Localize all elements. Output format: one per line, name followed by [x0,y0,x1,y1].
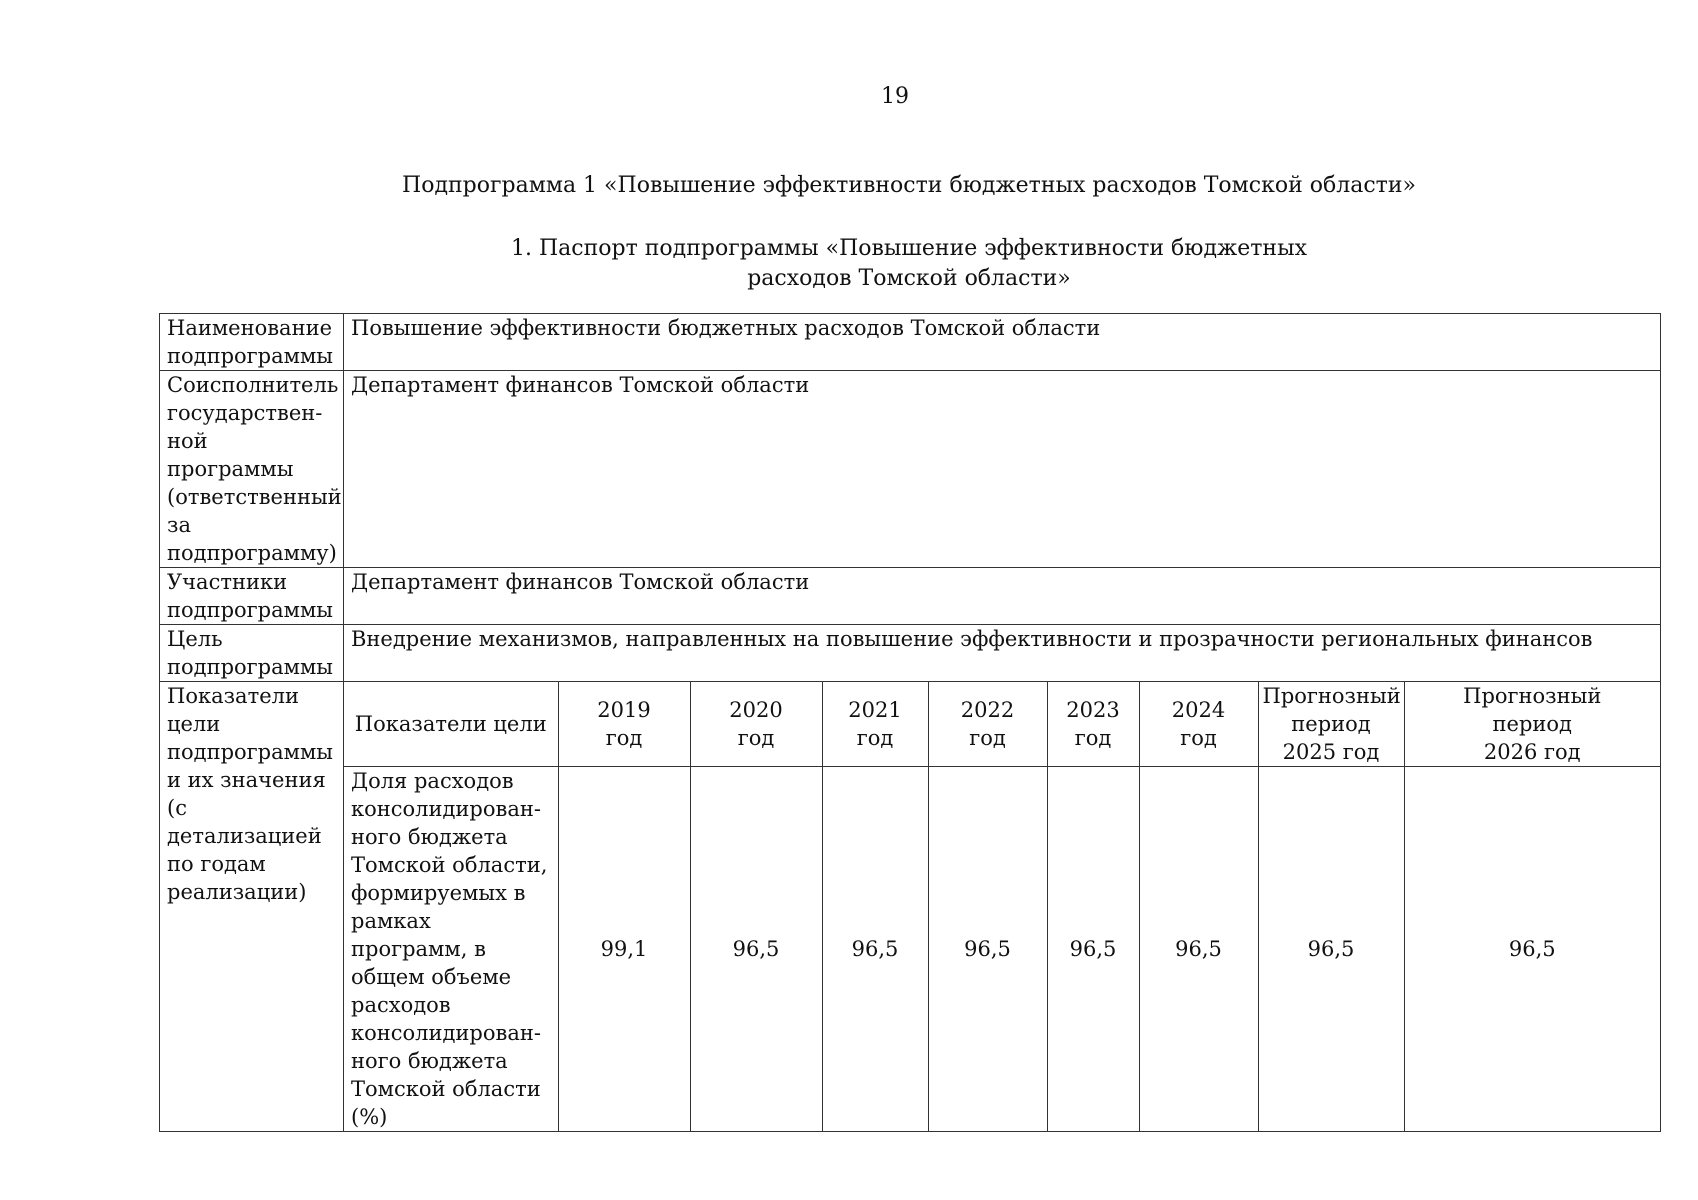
year-header-line-2: год [605,726,643,750]
passport-table [159,313,1661,1132]
indicators-table [344,682,1660,1131]
passport-row-indicators [160,682,1661,1132]
year-header [928,682,1047,767]
year-header-line-2: год [856,726,894,750]
indicator-value: 96,5 [1258,767,1404,1132]
passport-row-goal [160,625,1661,682]
year-header [822,682,928,767]
indicator-value: 96,5 [822,767,928,1132]
row-label: Соисполнитель государствен-ной программы (ответственный за подпрограмму) [160,371,344,568]
subprogram-title: Подпрограмма 1 «Повышение эффективности бюджетных расходов Томской области» [402,173,1416,198]
row-label: Цель подпрограммы [160,625,344,682]
forecast-year-header [1258,682,1404,767]
year-header [558,682,690,767]
row-value: Департамент финансов Томской области [344,568,1661,625]
year-header [1047,682,1139,767]
passport-title-line-1: 1. Паспорт подпрограммы «Повышение эффективности бюджетных [510,236,1308,261]
indicator-value: 96,5 [1047,767,1139,1132]
year-header-line-2: год [1074,726,1112,750]
year-header [1139,682,1258,767]
year-header-line-1: 2020 [729,698,783,722]
forecast-year-header [1404,682,1660,767]
year-header-line-2: год [1180,726,1217,750]
indicator-value: 99,1 [558,767,690,1132]
indicator-name-header: Показатели цели [344,682,558,767]
year-header-line-2: год [737,726,775,750]
indicators-header-row [344,682,1660,767]
passport-row-name [160,314,1661,371]
indicator-value: 96,5 [690,767,822,1132]
row-label: Показатели цели подпрограммы и их значения (с детализацией по годам реализации) [160,682,344,1132]
indicator-name: Доля расходов консолидирован-ного бюджета Томской области, формируемых в рамках программ, в общем объеме расходов консолидирован-ного бюджета Томской области (%) [344,767,558,1132]
indicator-value: 96,5 [928,767,1047,1132]
indicators-cell [344,682,1661,1132]
year-header-line-1: 2024 [1171,698,1226,722]
row-label: Наименование подпрограммы [160,314,344,371]
year-header-line-2: период [1492,712,1572,736]
year-header-line-1: 2019 [597,698,651,722]
passport-row-participants [160,568,1661,625]
indicator-row [344,767,1660,1132]
indicator-value: 96,5 [1404,767,1660,1132]
year-header-line-2: год [969,726,1006,750]
year-header-line-1: 2023 [1066,698,1120,722]
row-value: Внедрение механизмов, направленных на повышение эффективности и прозрачности региональных финансов [344,625,1661,682]
passport-row-coexecutor [160,371,1661,568]
year-header-line-1: Прогнозный [1262,684,1401,708]
year-header-line-1: Прогнозный [1463,684,1602,708]
year-header-line-3: 2026 год [1483,740,1581,764]
indicator-value: 96,5 [1139,767,1258,1132]
year-header-line-1: 2021 [848,698,902,722]
passport-title [159,234,1659,294]
page-number: 19 [881,84,909,109]
row-value: Департамент финансов Томской области [344,371,1661,568]
row-label: Участники подпрограммы [160,568,344,625]
year-header-line-1: 2022 [960,698,1015,722]
year-header [690,682,822,767]
passport-title-line-2: расходов Томской области» [747,266,1071,291]
row-value: Повышение эффективности бюджетных расходов Томской области [344,314,1661,371]
year-header-line-3: 2025 год [1282,740,1380,764]
year-header-line-2: период [1291,712,1371,736]
